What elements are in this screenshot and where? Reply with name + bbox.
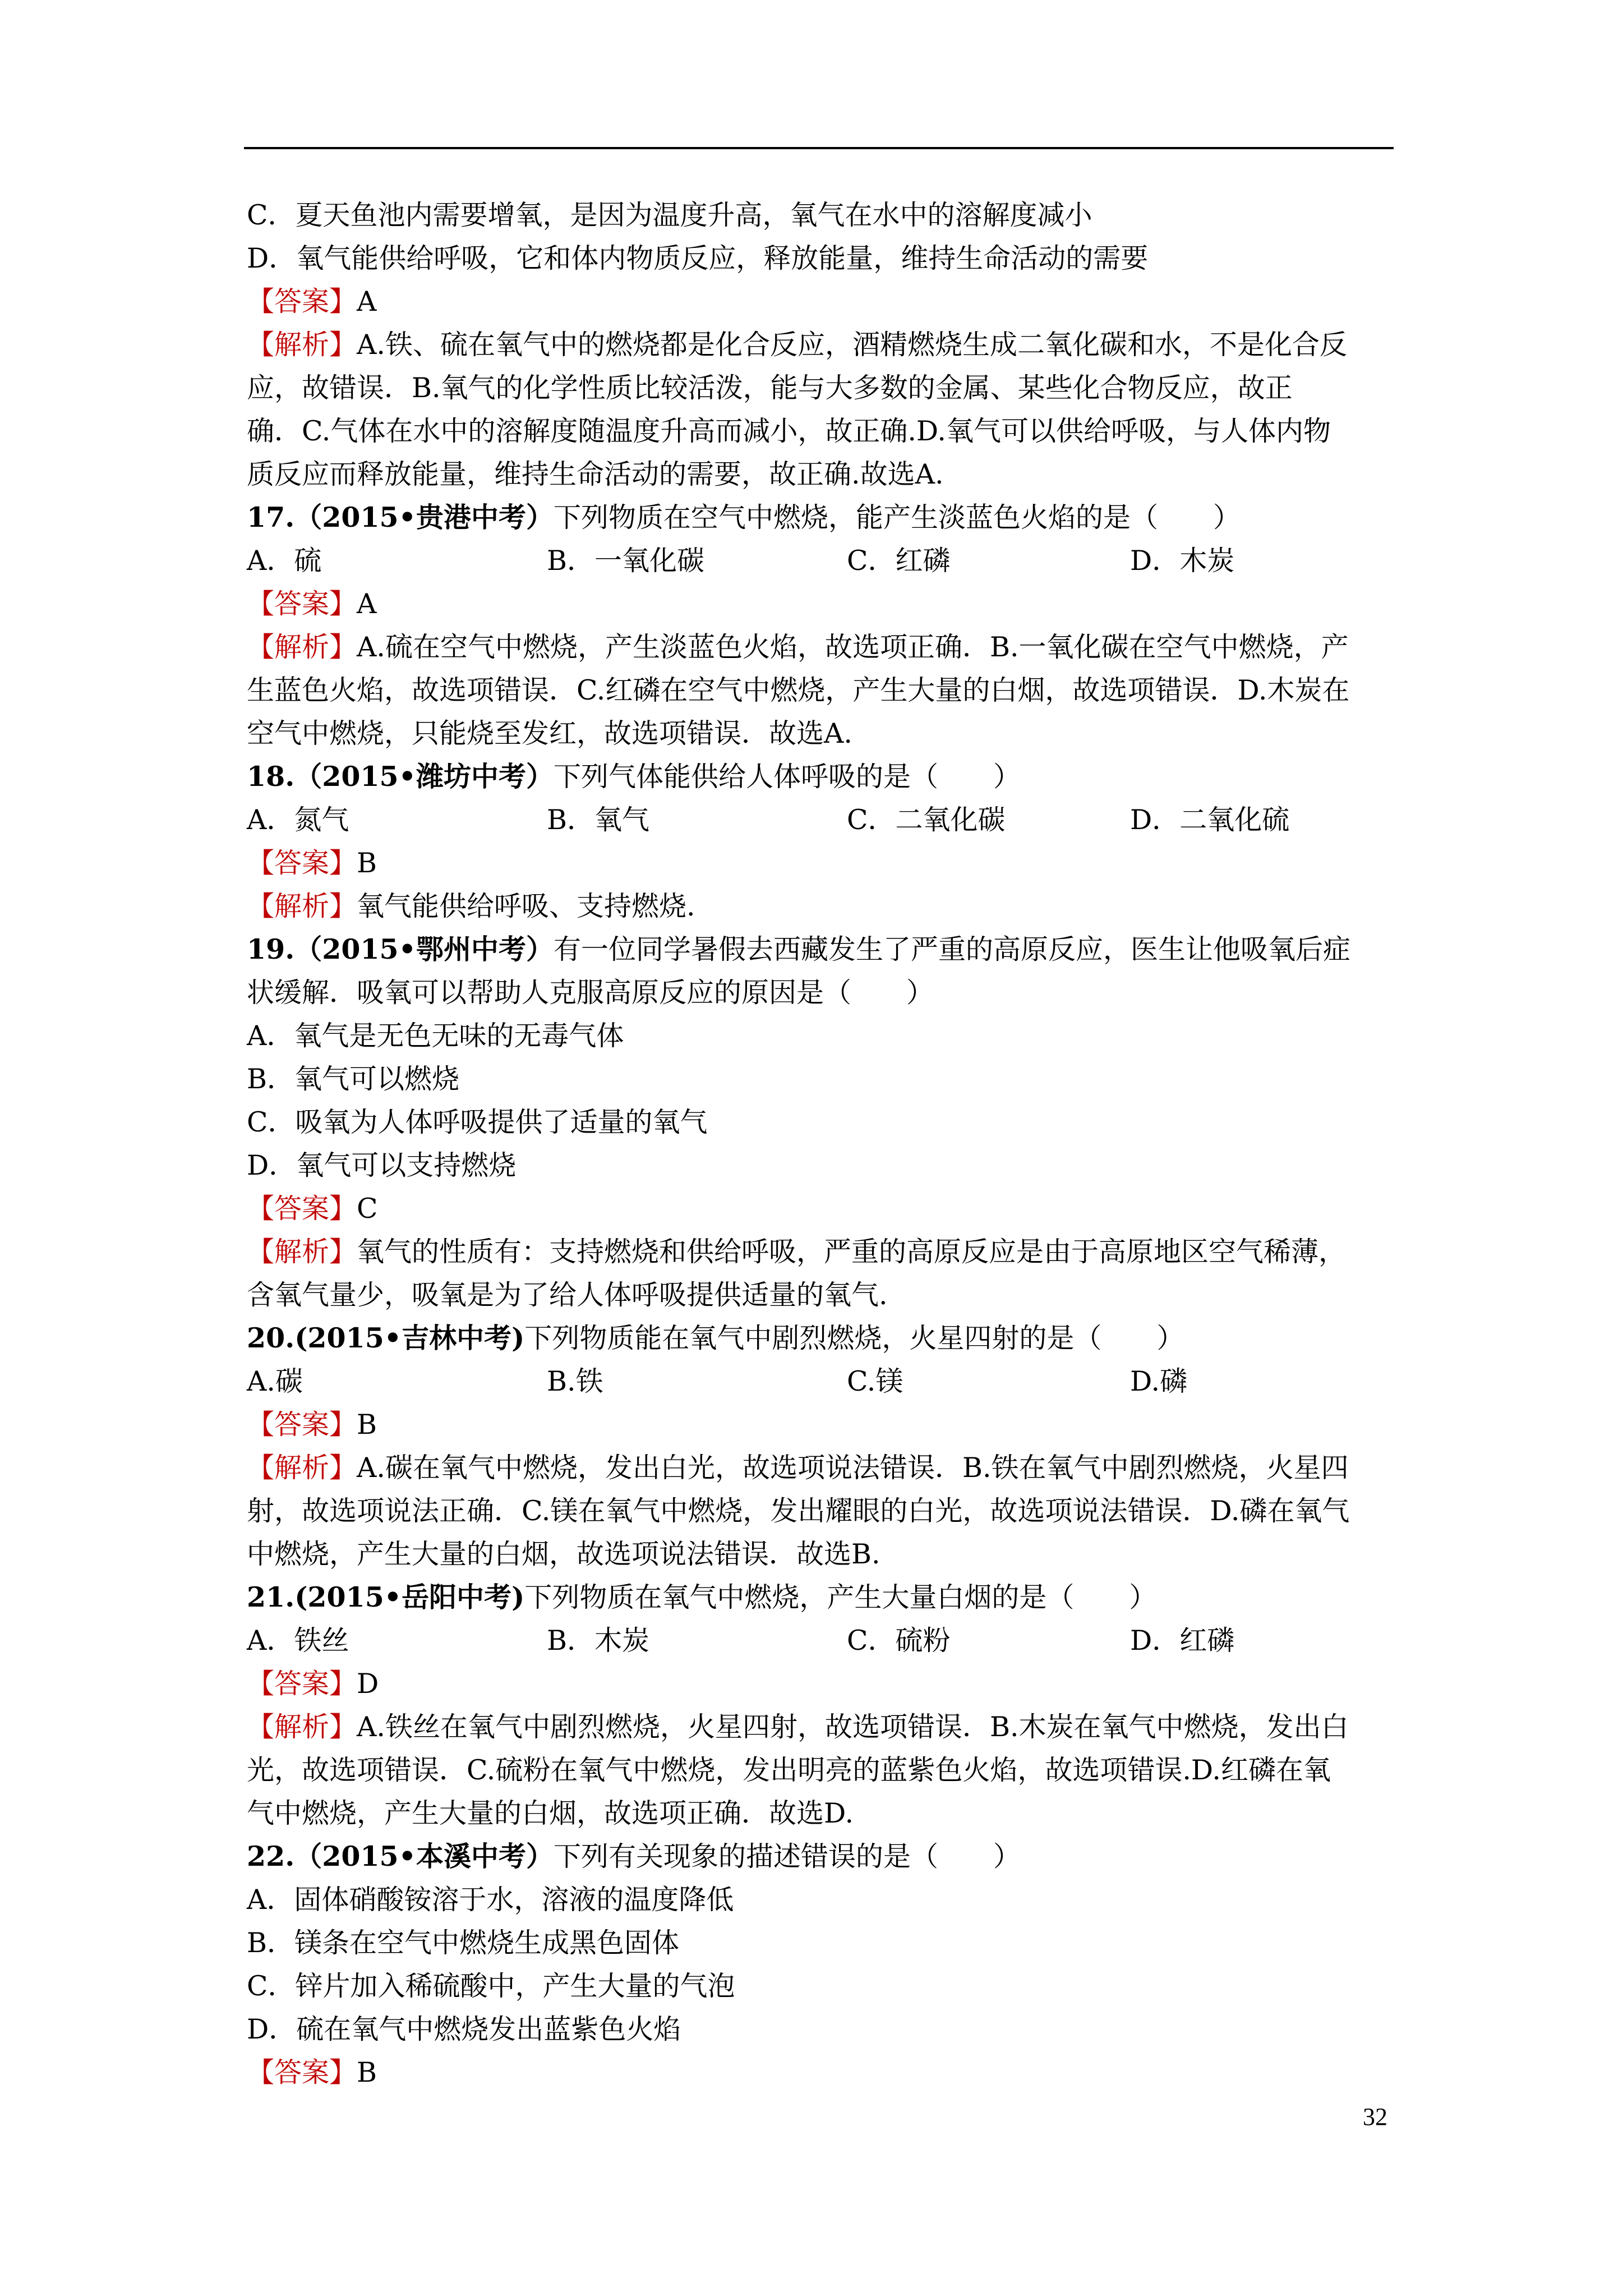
option-item: A．氮气 xyxy=(247,804,349,836)
section-tag: 【解析】 xyxy=(247,1711,357,1743)
tagged-text: B xyxy=(357,1409,377,1441)
question-number: 19. xyxy=(247,933,295,965)
answer-line xyxy=(247,1662,1402,1705)
tagged-text: A.铁、硫在氧气中的燃烧都是化合反应，酒精燃烧生成二氧化碳和水，不是化合反 xyxy=(357,329,1347,361)
answer-line xyxy=(247,841,1402,885)
section-tag: 【答案】 xyxy=(247,1668,357,1700)
tagged-text: C xyxy=(357,1193,378,1225)
tagged-text: B xyxy=(357,847,377,879)
option-item: A．硫 xyxy=(247,545,322,577)
question-text: 下列物质在氧气中燃烧，产生大量白烟的是（ ） xyxy=(524,1581,1157,1613)
text-line xyxy=(247,1014,1402,1057)
question-source: （2015•潍坊中考） xyxy=(294,760,554,793)
text-line xyxy=(247,1878,1402,1921)
text-line xyxy=(247,1273,1402,1317)
line-text: D．氧气可以支持燃烧 xyxy=(247,1149,517,1181)
question-number: 18. xyxy=(247,760,295,793)
tagged-text: A.碳在氧气中燃烧，发出白光，故选项说法错误．B.铁在氧气中剧烈燃烧，火星四 xyxy=(357,1452,1349,1484)
line-text: 空气中燃烧，只能烧至发红，故选项错误．故选A. xyxy=(247,717,852,749)
question-source: (2015•吉林中考) xyxy=(294,1322,525,1354)
tagged-text: D xyxy=(357,1668,379,1700)
page-number: 32 xyxy=(1363,2103,1387,2131)
answer-line xyxy=(247,2051,1402,2094)
line-text: C．吸氧为人体呼吸提供了适量的氧气 xyxy=(247,1106,708,1138)
options-row xyxy=(247,1360,1402,1403)
option-item: D．木炭 xyxy=(1130,545,1235,577)
section-tag: 【解析】 xyxy=(247,1236,357,1268)
section-tag: 【答案】 xyxy=(247,2056,357,2088)
text-line xyxy=(247,453,1402,496)
section-tag: 【解析】 xyxy=(247,631,357,663)
question-text: 下列有关现象的描述错误的是（ ） xyxy=(553,1841,1021,1872)
option-item: C.镁 xyxy=(847,1365,903,1397)
question-text: 有一位同学暑假去西藏发生了严重的高原反应，医生让他吸氧后症 xyxy=(553,933,1350,965)
option-item: C．二氧化碳 xyxy=(847,804,1006,836)
section-tag: 【答案】 xyxy=(247,588,357,620)
option-item: C．硫粉 xyxy=(847,1625,951,1657)
header-rule xyxy=(244,147,1394,149)
line-text: D．硫在氧气中燃烧发出蓝紫色火焰 xyxy=(247,2013,681,2045)
question-stem xyxy=(247,1576,1402,1619)
question-stem xyxy=(247,1317,1402,1360)
option-item: D.磷 xyxy=(1130,1365,1188,1397)
text-line xyxy=(247,194,1402,237)
question-number: 20. xyxy=(247,1322,295,1354)
options-row xyxy=(247,1619,1402,1662)
section-tag: 【答案】 xyxy=(247,286,357,318)
analysis-line xyxy=(247,1446,1402,1489)
option-item: B．氧气 xyxy=(547,804,650,836)
section-tag: 【解析】 xyxy=(247,1452,357,1484)
section-tag: 【答案】 xyxy=(247,1409,357,1441)
line-text: A．氧气是无色无味的无毒气体 xyxy=(247,1020,624,1052)
line-text: A．固体硝酸铵溶于水，溶液的温度降低 xyxy=(247,1884,734,1916)
text-line xyxy=(247,669,1402,712)
text-line xyxy=(247,971,1402,1014)
answer-line xyxy=(247,280,1402,323)
options-row xyxy=(247,539,1402,582)
line-text: D．氧气能供给呼吸，它和体内物质反应，释放能量，维持生命活动的需要 xyxy=(247,242,1149,274)
option-item: B．木炭 xyxy=(547,1625,650,1657)
question-number: 22. xyxy=(247,1840,295,1872)
line-text: 状缓解．吸氧可以帮助人克服高原反应的原因是（ ） xyxy=(247,977,934,1009)
line-text: 应，故错误．B.氧气的化学性质比较活泼，能与大多数的金属、某些化合物反应，故正 xyxy=(247,372,1293,404)
option-item: D．二氧化硫 xyxy=(1130,804,1290,836)
analysis-line xyxy=(247,625,1402,669)
text-line xyxy=(247,1144,1402,1187)
line-text: C．夏天鱼池内需要增氧，是因为温度升高，氧气在水中的溶解度减小 xyxy=(247,199,1092,231)
tagged-text: 氧气能供给呼吸、支持燃烧. xyxy=(357,890,695,922)
question-stem xyxy=(247,755,1402,798)
line-text: C．锌片加入稀硫酸中，产生大量的气泡 xyxy=(247,1970,735,2002)
tagged-text: A xyxy=(357,588,377,620)
option-item: D．红磷 xyxy=(1130,1625,1235,1657)
line-text: B．氧气可以燃烧 xyxy=(247,1063,460,1095)
line-text: 生蓝色火焰，故选项错误．C.红磷在空气中燃烧，产生大量的白烟，故选项错误．D.木炭在 xyxy=(247,674,1350,706)
tagged-text: A xyxy=(357,286,377,318)
answer-line xyxy=(247,1187,1402,1230)
question-source: （2015•本溪中考） xyxy=(294,1840,554,1872)
answer-line xyxy=(247,582,1402,625)
line-text: 中燃烧，产生大量的白烟，故选项说法错误．故选B. xyxy=(247,1538,880,1570)
answer-line xyxy=(247,1403,1402,1446)
options-row xyxy=(247,798,1402,841)
question-text: 下列气体能供给人体呼吸的是（ ） xyxy=(553,761,1021,793)
line-text: B．镁条在空气中燃烧生成黑色固体 xyxy=(247,1927,680,1959)
analysis-line xyxy=(247,885,1402,928)
document-body xyxy=(247,194,1402,2094)
analysis-line xyxy=(247,323,1402,366)
option-item: B．一氧化碳 xyxy=(547,545,705,577)
text-line xyxy=(247,1792,1402,1835)
text-line xyxy=(247,1964,1402,2008)
text-line xyxy=(247,1921,1402,1964)
line-text: 含氧气量少，吸氧是为了给人体呼吸提供适量的氧气. xyxy=(247,1279,888,1311)
line-text: 气中燃烧，产生大量的白烟，故选项正确．故选D. xyxy=(247,1797,854,1829)
section-tag: 【答案】 xyxy=(247,847,357,879)
option-item: B.铁 xyxy=(547,1365,603,1397)
question-source: （2015•贵港中考） xyxy=(294,501,554,533)
section-tag: 【答案】 xyxy=(247,1193,357,1225)
tagged-text: B xyxy=(357,2056,377,2088)
text-line xyxy=(247,1489,1402,1533)
text-line xyxy=(247,2008,1402,2051)
option-item: C．红磷 xyxy=(847,545,951,577)
text-line xyxy=(247,1749,1402,1792)
question-text: 下列物质能在氧气中剧烈燃烧，火星四射的是（ ） xyxy=(524,1322,1184,1354)
section-tag: 【解析】 xyxy=(247,890,357,922)
question-source: (2015•岳阳中考) xyxy=(294,1581,525,1613)
question-source: （2015•鄂州中考） xyxy=(294,933,554,965)
question-stem xyxy=(247,1835,1402,1878)
line-text: 光，故选项错误．C.硫粉在氧气中燃烧，发出明亮的蓝紫色火焰，故选项错误.D.红磷在氧 xyxy=(247,1754,1331,1786)
text-line xyxy=(247,366,1402,409)
analysis-line xyxy=(247,1230,1402,1273)
option-item: A.碳 xyxy=(247,1365,303,1397)
question-stem xyxy=(247,496,1402,539)
text-line xyxy=(247,237,1402,280)
question-number: 21. xyxy=(247,1581,295,1613)
text-line xyxy=(247,409,1402,453)
line-text: 质反应而释放能量，维持生命活动的需要，故正确.故选A. xyxy=(247,458,944,490)
tagged-text: A.硫在空气中燃烧，产生淡蓝色火焰，故选项正确．B.一氧化碳在空气中燃烧，产 xyxy=(357,631,1349,663)
analysis-line xyxy=(247,1705,1402,1749)
question-number: 17. xyxy=(247,501,295,533)
section-tag: 【解析】 xyxy=(247,329,357,361)
line-text: 确．C.气体在水中的溶解度随温度升高而减小，故正确.D.氧气可以供给呼吸，与人体内物 xyxy=(247,415,1331,447)
line-text: 射，故选项说法正确．C.镁在氧气中燃烧，发出耀眼的白光，故选项说法错误．D.磷在氧气 xyxy=(247,1495,1350,1527)
tagged-text: A.铁丝在氧气中剧烈燃烧，火星四射，故选项错误．B.木炭在氧气中燃烧，发出白 xyxy=(357,1711,1349,1743)
text-line xyxy=(247,712,1402,755)
question-text: 下列物质在空气中燃烧，能产生淡蓝色火焰的是（ ） xyxy=(553,501,1241,533)
text-line xyxy=(247,1101,1402,1144)
question-stem xyxy=(247,928,1402,971)
text-line xyxy=(247,1533,1402,1576)
text-line xyxy=(247,1057,1402,1101)
option-item: A．铁丝 xyxy=(247,1625,349,1657)
tagged-text: 氧气的性质有：支持燃烧和供给呼吸，严重的高原反应是由于高原地区空气稀薄， xyxy=(357,1236,1347,1268)
